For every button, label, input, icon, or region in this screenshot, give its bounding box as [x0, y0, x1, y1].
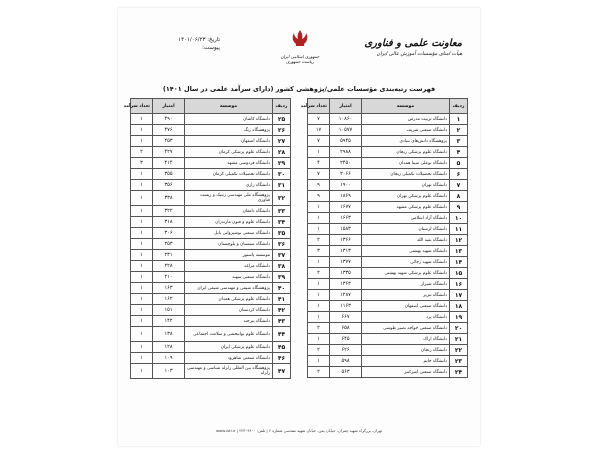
- ministry-header: [364, 38, 462, 57]
- table-row: [131, 125, 291, 136]
- row-institution: دانشگاه علوم پزشکی مشهد: [362, 202, 450, 213]
- row-score: ۳۲۲: [153, 206, 185, 217]
- row-count: ۱: [131, 342, 153, 353]
- row-count: ۱: [131, 125, 153, 136]
- row-score: ۶۵۸: [330, 323, 362, 334]
- document-page: [118, 8, 480, 446]
- row-rank: ۳۹: [273, 272, 291, 283]
- row-institution: دانشگاه تهران: [362, 180, 450, 191]
- row-rank: ۴: [450, 147, 468, 158]
- table-row: [308, 312, 468, 323]
- row-institution: دانشگاه علوم پزشکی کرمان: [185, 147, 273, 158]
- row-institution: دانشگاه بقیه الله: [362, 235, 450, 246]
- table-row: [131, 136, 291, 147]
- row-rank: ۱۲: [450, 235, 468, 246]
- row-rank: ۲۹: [273, 158, 291, 169]
- row-institution: دانشگاه کردستان: [185, 305, 273, 316]
- table-row: [131, 158, 291, 169]
- row-count: ۱۷: [308, 125, 330, 136]
- row-score: ۱۶۶۳: [330, 213, 362, 224]
- row-institution: دانشگاه فردوسی مشهد: [185, 158, 273, 169]
- footer-address: تهران، بزرگراه شهید چمران، خیابان یمن، خیابان شهید مقدسی شماره ۶ | تلفن: ۲۲۳۰۹۶۰۰ | www.isti.ir: [215, 428, 383, 433]
- col-rank: ردیف: [273, 99, 291, 114]
- row-institution: دانشگاه علوم پزشکی همدان: [185, 294, 273, 305]
- row-institution: دانشگاه صنعتی شاهرود: [185, 353, 273, 364]
- row-score: ۱۰۳: [153, 364, 185, 379]
- row-rank: ۲۱: [450, 334, 468, 345]
- row-rank: ۱۰: [450, 213, 468, 224]
- row-count: ۱: [131, 169, 153, 180]
- row-count: ۱: [131, 250, 153, 261]
- row-institution: دانشگاه علوم پزشکی ایران: [185, 342, 273, 353]
- row-rank: ۲: [450, 125, 468, 136]
- page-title: فهرست رتبه‌بندی مؤسسات علمی‌/پژوهشی کشور (دارای سرآمد علمی در سال ۱۴۰۱): [162, 85, 436, 93]
- row-count: ۲: [308, 345, 330, 356]
- table-row: [131, 191, 291, 206]
- row-count: ۱: [131, 136, 153, 147]
- row-count: ۳: [308, 246, 330, 257]
- table-row: [308, 367, 468, 378]
- col-count: تعداد سرآمد: [308, 99, 330, 114]
- row-institution: دانشگاه تبریز: [362, 290, 450, 301]
- row-institution: دانشگاه خاتم: [362, 356, 450, 367]
- row-count: ۳: [131, 158, 153, 169]
- emblem-block: [278, 28, 322, 64]
- row-score: ۴۷۶: [153, 125, 185, 136]
- row-institution: دانشگاه بوعلی سینا همدان: [362, 158, 450, 169]
- table-row: [131, 305, 291, 316]
- row-count: ۷: [308, 114, 330, 125]
- row-rank: ۳۶: [273, 239, 291, 250]
- row-count: ۱: [131, 294, 153, 305]
- table-row: [131, 364, 291, 379]
- row-rank: ۱۵: [450, 268, 468, 279]
- table-row: [308, 356, 468, 367]
- table-row: [131, 217, 291, 228]
- row-rank: ۸: [450, 191, 468, 202]
- col-score: امتیاز: [330, 99, 362, 114]
- row-rank: ۴۱: [273, 294, 291, 305]
- table-row: [131, 250, 291, 261]
- row-institution: دانشگاه شیراز: [362, 279, 450, 290]
- table-row: [131, 316, 291, 327]
- row-rank: ۳: [450, 136, 468, 147]
- row-count: ۱: [308, 301, 330, 312]
- row-rank: ۴۳: [273, 316, 291, 327]
- col-score: امتیاز: [153, 99, 185, 114]
- row-count: ۲: [308, 268, 330, 279]
- row-rank: ۱۷: [450, 290, 468, 301]
- table-row: [131, 283, 291, 294]
- row-institution: دانشگاه یزد: [362, 312, 450, 323]
- row-rank: ۹: [450, 202, 468, 213]
- row-institution: دانشگاه دامغان: [185, 206, 273, 217]
- row-score: ۲۰۶۶: [330, 169, 362, 180]
- row-score: ۴۲۷: [153, 147, 185, 158]
- row-institution: دانشگاه صنعتی اصفهان: [362, 301, 450, 312]
- row-score: ۲۱۰: [153, 272, 185, 283]
- table-row: [308, 191, 468, 202]
- row-rank: ۱۳: [450, 246, 468, 257]
- row-rank: ۷: [450, 180, 468, 191]
- row-count: ۱: [131, 239, 153, 250]
- row-rank: ۱: [450, 114, 468, 125]
- row-count: ۱: [308, 224, 330, 235]
- emblem-caption-2: ریاست جمهوری: [286, 59, 314, 64]
- row-rank: ۳۴: [273, 217, 291, 228]
- row-count: ۱: [131, 217, 153, 228]
- row-count: ۱: [131, 114, 153, 125]
- row-institution: دانشگاه صنعتی امیرکبیر: [362, 367, 450, 378]
- row-institution: دانشگاه لرستان: [362, 224, 450, 235]
- row-rank: ۳۸: [273, 261, 291, 272]
- row-score: ۳۵۶: [153, 180, 185, 191]
- row-count: ۱: [131, 272, 153, 283]
- row-institution: پژوهشگاه دانش‌های بنیادی: [362, 136, 450, 147]
- row-rank: ۳۳: [273, 206, 291, 217]
- row-score: ۵۹۸: [330, 356, 362, 367]
- table-row: [131, 327, 291, 342]
- row-score: ۱۶۷۷: [330, 202, 362, 213]
- table-row: [308, 202, 468, 213]
- table-row: [131, 206, 291, 217]
- row-score: ۳۵۵: [153, 169, 185, 180]
- row-rank: ۲۸: [273, 147, 291, 158]
- row-rank: ۱۶: [450, 279, 468, 290]
- table-row: [308, 147, 468, 158]
- row-count: ۱: [131, 283, 153, 294]
- row-rank: ۲۲: [450, 345, 468, 356]
- row-count: ۱: [131, 206, 153, 217]
- table-row: [308, 169, 468, 180]
- row-score: ۱۵۱: [153, 305, 185, 316]
- row-rank: ۴۷: [273, 364, 291, 379]
- table-row: [131, 272, 291, 283]
- row-institution: دانشگاه صنعتی نوشیروانی بابل: [185, 228, 273, 239]
- row-institution: دانشگاه آزاد اسلامی: [362, 213, 450, 224]
- row-score: ۱۹۰۰: [330, 180, 362, 191]
- table-row: [308, 213, 468, 224]
- row-count: ۱: [131, 305, 153, 316]
- table-row: [131, 114, 291, 125]
- table-row: [131, 169, 291, 180]
- row-rank: ۲۰: [450, 323, 468, 334]
- col-institution: موسسه: [185, 99, 273, 114]
- row-institution: دانشگاه علوم پزشکی زنجان: [362, 147, 450, 158]
- row-score: ۴۵۳: [153, 136, 185, 147]
- row-count: ۱: [131, 180, 153, 191]
- emblem-caption-1: جمهوری اسلامی ایران: [280, 54, 320, 59]
- table-row: [131, 353, 291, 364]
- table-row: [308, 180, 468, 191]
- row-institution: دانشگاه شهید بهشتی: [362, 246, 450, 257]
- row-score: ۱۰۸۶۰: [330, 114, 362, 125]
- col-rank: ردیف: [450, 99, 468, 114]
- row-count: ۱: [131, 228, 153, 239]
- row-count: ۱: [308, 147, 330, 158]
- row-score: ۱۶۲: [153, 294, 185, 305]
- row-rank: ۲۳: [450, 356, 468, 367]
- row-institution: دانشگاه اصفهان: [185, 136, 273, 147]
- row-rank: ۵: [450, 158, 468, 169]
- table-row: [308, 246, 468, 257]
- table-row: [131, 239, 291, 250]
- col-count: تعداد سرآمد: [131, 99, 153, 114]
- row-institution: دانشگاه تربیت مدرس: [362, 114, 450, 125]
- table-row: [308, 279, 468, 290]
- row-count: ۱: [308, 312, 330, 323]
- table-row: [131, 261, 291, 272]
- ranking-table-left: [123, 98, 291, 379]
- ministry-title: معاونت علمی و فناوری: [364, 38, 462, 49]
- row-rank: ۱۹: [450, 312, 468, 323]
- row-rank: ۳۵: [273, 228, 291, 239]
- table-row: [308, 114, 468, 125]
- row-count: ۱: [131, 353, 153, 364]
- row-institution: پژوهشگاه شیمی و مهندسی شیمی ایران: [185, 283, 273, 294]
- table-row: [308, 268, 468, 279]
- row-count: ۷: [308, 136, 330, 147]
- row-score: ۱۰۵۷۷: [330, 125, 362, 136]
- attachment-label: پیوست:: [202, 45, 220, 51]
- row-score: ۶۶۷: [330, 312, 362, 323]
- row-count: ۱: [308, 202, 330, 213]
- table-row: [308, 323, 468, 334]
- row-score: ۱۱۶۳: [330, 301, 362, 312]
- row-score: ۴۹۰: [153, 114, 185, 125]
- table-row: [308, 235, 468, 246]
- row-rank: ۲۶: [273, 125, 291, 136]
- date-label: تاریخ: ۱۴۰۱/۰۶/۲۳: [178, 37, 220, 43]
- row-score: ۶۴۵: [330, 334, 362, 345]
- ministry-subtitle: هیأت امنای مؤسسات آموزش عالی ایران: [376, 51, 462, 57]
- table-header-row: [308, 99, 468, 114]
- row-count: ۱: [131, 364, 153, 379]
- row-score: ۱۲۸: [153, 342, 185, 353]
- row-rank: ۱۴: [450, 257, 468, 268]
- row-rank: ۲۴: [450, 367, 468, 378]
- row-institution: موسسه پاستور: [185, 250, 273, 261]
- row-count: ۱: [308, 356, 330, 367]
- row-score: ۱۳۸: [153, 327, 185, 342]
- table-row: [308, 345, 468, 356]
- ranking-table-right: [300, 98, 468, 378]
- row-rank: ۴۰: [273, 283, 291, 294]
- table-row: [308, 290, 468, 301]
- row-rank: ۳۷: [273, 250, 291, 261]
- row-rank: ۱۱: [450, 224, 468, 235]
- row-score: ۱۲۸۷: [330, 290, 362, 301]
- table-row: [308, 301, 468, 312]
- row-count: ۱: [131, 191, 153, 206]
- row-count: ۱: [131, 261, 153, 272]
- row-institution: دانشگاه صنعتی خواجه نصیر طوسی: [362, 323, 450, 334]
- table-row: [131, 180, 291, 191]
- row-count: ۱: [131, 327, 153, 342]
- row-institution: دانشگاه اراک: [362, 334, 450, 345]
- row-score: ۲۵۳: [153, 239, 185, 250]
- row-score: ۲۹۸۸: [330, 147, 362, 158]
- iran-emblem-icon: [289, 28, 311, 50]
- row-institution: دانشگاه صنعتی سهند: [185, 272, 273, 283]
- row-institution: دانشگاه علوم پزشکی تهران: [362, 191, 450, 202]
- row-institution: دانشگاه تحصیلات تکمیلی زنجان: [362, 169, 450, 180]
- row-institution: دانشگاه علوم توانبخشی و سلامت اجتماعی: [185, 327, 273, 342]
- table-header-row: [131, 99, 291, 114]
- date-block: [130, 36, 220, 52]
- row-score: ۱۳۶۶: [330, 235, 362, 246]
- table-row: [131, 147, 291, 158]
- row-count: ۷: [308, 169, 330, 180]
- row-institution: دانشگاه زنجان: [362, 345, 450, 356]
- row-count: ۱: [131, 316, 153, 327]
- col-institution: موسسه: [362, 99, 450, 114]
- row-rank: ۶: [450, 169, 468, 180]
- table-row: [131, 294, 291, 305]
- row-score: ۱۵۸۳: [330, 224, 362, 235]
- row-count: ۱: [308, 290, 330, 301]
- row-score: ۴۱۴: [153, 158, 185, 169]
- row-institution: دانشگاه بیرجند: [185, 316, 273, 327]
- row-rank: ۴۶: [273, 353, 291, 364]
- row-institution: دانشگاه کاشان: [185, 114, 273, 125]
- row-institution: پژوهشگاه بین المللی زلزله شناسی و مهندسی زلزله: [185, 364, 273, 379]
- row-score: ۳۱۸: [153, 217, 185, 228]
- row-count: ۱: [308, 279, 330, 290]
- row-institution: دانشگاه تحصیلات تکمیلی کرمان: [185, 169, 273, 180]
- row-count: ۱: [308, 213, 330, 224]
- row-count: ۲: [308, 235, 330, 246]
- row-count: ۲: [308, 323, 330, 334]
- row-count: ۲: [308, 367, 330, 378]
- row-count: ۹: [308, 180, 330, 191]
- row-institution: دانشگاه مراغه: [185, 261, 273, 272]
- table-row: [308, 125, 468, 136]
- table-row: [308, 136, 468, 147]
- row-score: ۳۳۸: [153, 191, 185, 206]
- table-row: [131, 228, 291, 239]
- row-score: ۱۶۳: [153, 283, 185, 294]
- row-institution: دانشگاه رازی: [185, 180, 273, 191]
- row-rank: ۲۵: [273, 114, 291, 125]
- row-rank: ۴۲: [273, 305, 291, 316]
- row-institution: دانشگاه علوم و فنون مازندران: [185, 217, 273, 228]
- table-row: [308, 334, 468, 345]
- row-count: ۲: [131, 147, 153, 158]
- row-score: ۵۶۳: [330, 367, 362, 378]
- row-rank: ۱۸: [450, 301, 468, 312]
- row-score: ۱۴۲: [153, 316, 185, 327]
- row-score: ۱۳۳۵: [330, 268, 362, 279]
- row-institution: پژوهشگاه رنگ: [185, 125, 273, 136]
- row-score: ۲۴۵۰: [330, 158, 362, 169]
- row-score: ۶۲۶: [330, 345, 362, 356]
- row-score: ۳۰۶: [153, 228, 185, 239]
- row-institution: دانشگاه علوم پزشکی شهید بهشتی: [362, 268, 450, 279]
- row-rank: ۳۲: [273, 191, 291, 206]
- row-count: ۱: [308, 257, 330, 268]
- row-count: ۱: [308, 334, 330, 345]
- table-row: [308, 158, 468, 169]
- row-score: ۱۳۱۳: [330, 246, 362, 257]
- table-row: [308, 224, 468, 235]
- row-institution: دانشگاه شهید رجائی: [362, 257, 450, 268]
- row-institution: پژوهشگاه ملی مهندسی ژنتیک و زیست فناوری: [185, 191, 273, 206]
- row-institution: دانشگاه صنعتی شریف: [362, 125, 450, 136]
- row-rank: ۳۱: [273, 180, 291, 191]
- row-rank: ۴۴: [273, 327, 291, 342]
- row-score: ۲۲۸: [153, 261, 185, 272]
- row-score: ۵۹۴۵: [330, 136, 362, 147]
- row-score: ۱۸۶۹: [330, 191, 362, 202]
- table-row: [131, 342, 291, 353]
- row-score: ۲۳۱: [153, 250, 185, 261]
- row-institution: دانشگاه سیستان و بلوچستان: [185, 239, 273, 250]
- row-count: ۹: [308, 191, 330, 202]
- row-rank: ۳۰: [273, 169, 291, 180]
- row-score: ۱۳۷۷: [330, 257, 362, 268]
- row-count: ۴: [308, 158, 330, 169]
- row-rank: ۲۷: [273, 136, 291, 147]
- row-rank: ۴۵: [273, 342, 291, 353]
- row-score: ۱۳۶۳: [330, 279, 362, 290]
- table-row: [308, 257, 468, 268]
- row-score: ۱۰۹: [153, 353, 185, 364]
